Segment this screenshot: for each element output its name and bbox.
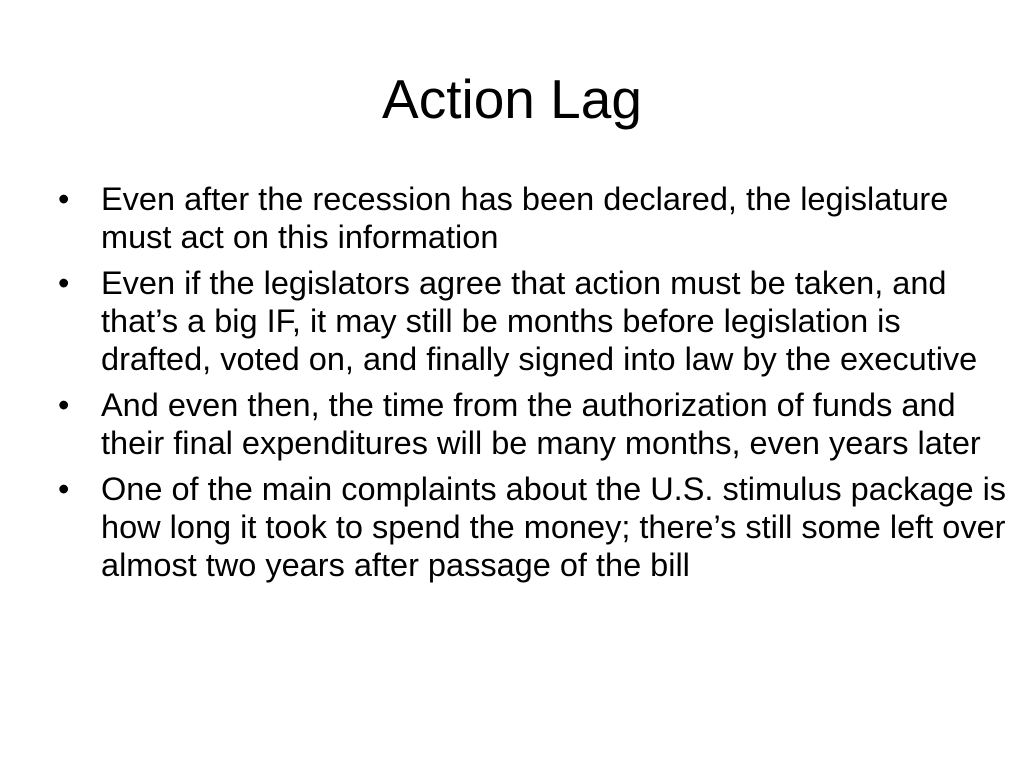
bullet-icon: • xyxy=(58,265,70,301)
bullet-item xyxy=(58,264,1018,378)
bullet-item xyxy=(58,470,1018,584)
slide-title: Action Lag xyxy=(382,68,642,130)
bullet-text: Even after the recession has been declared, the legislature must act on this information xyxy=(101,181,949,255)
bullet-item xyxy=(58,180,1018,256)
bullet-icon: • xyxy=(58,387,70,423)
bullet-text: One of the main complaints about the U.S. stimulus package is how long it took to spend the money; there’s still some left over almost two years after passage of the bill xyxy=(101,471,1007,583)
bullet-list xyxy=(58,180,1018,592)
bullet-icon: • xyxy=(58,181,70,217)
bullet-text: And even then, the time from the authorization of funds and their final expenditures will be many months, even years later xyxy=(101,387,981,461)
bullet-icon: • xyxy=(58,471,70,507)
bullet-text: Even if the legislators agree that action must be taken, and that’s a big IF, it may still be months before legislation is drafted, voted on, and finally signed into law by the executive xyxy=(101,265,978,377)
bullet-item xyxy=(58,386,1018,462)
